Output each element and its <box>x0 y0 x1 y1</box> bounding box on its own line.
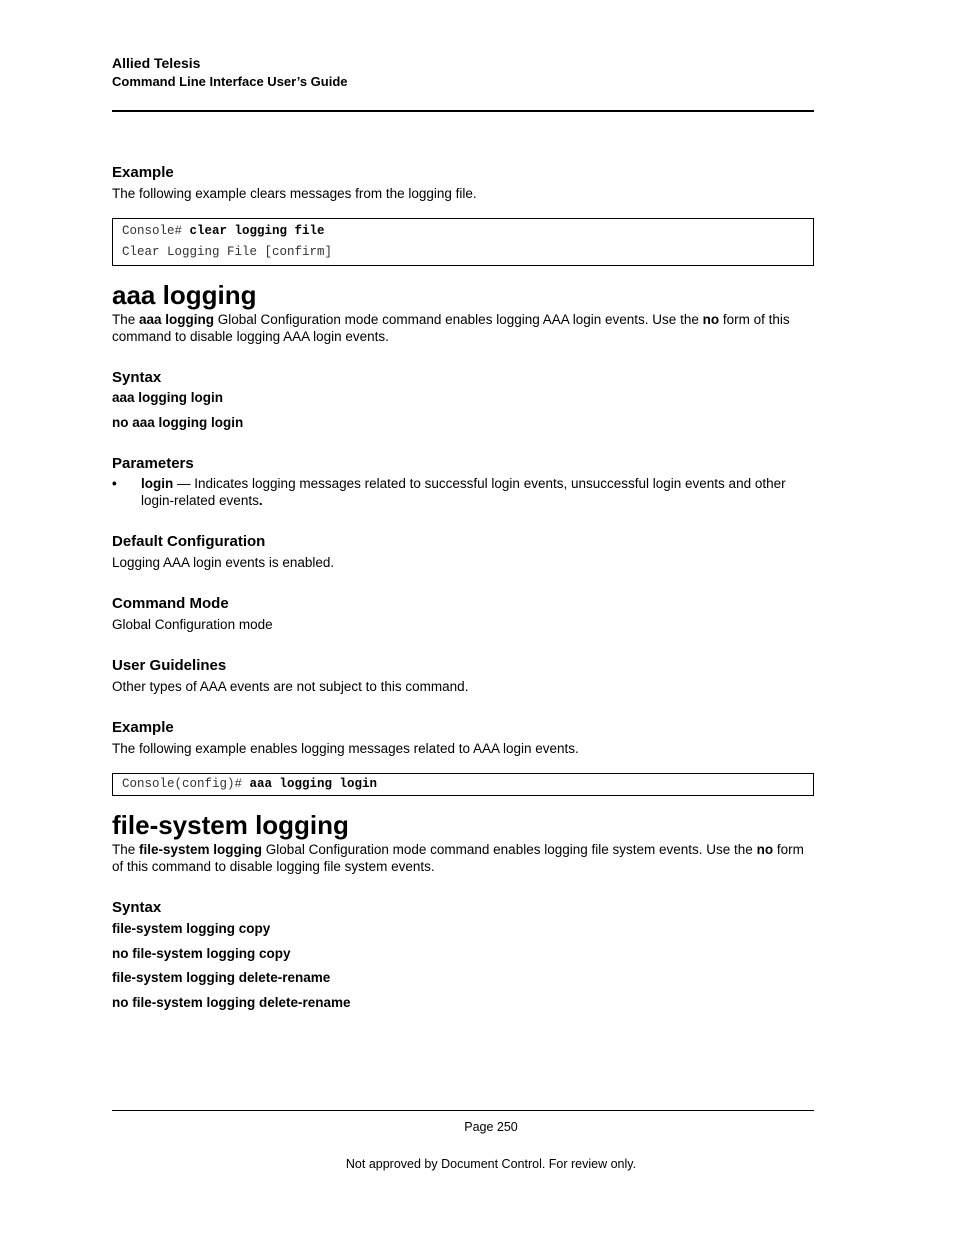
parameter-item-login: • login — Indicates logging messages related to successful login events, unsuccessful login events and other login-related events. <box>112 476 786 508</box>
aaa-description: The aaa logging Global Configuration mode command enables logging AAA login events. Use the no form of this command to disable logging AAA login events. <box>112 312 790 344</box>
main-content <box>112 164 814 1011</box>
fs-description: The file-system logging Global Configuration mode command enables logging file system events. Use the no form of this command to disable logging file system events. <box>112 842 804 874</box>
syntax-heading: Syntax <box>112 369 162 386</box>
default-configuration-text: Logging AAA login events is enabled. <box>112 555 335 570</box>
param-description: — Indicates logging messages related to successful login events, unsuccessful login events and other login-related events <box>141 476 786 508</box>
section-title-aaa-logging: aaa logging <box>112 280 257 310</box>
syntax-line: no file-system logging copy <box>112 946 291 961</box>
code-command: aaa logging login <box>249 777 378 791</box>
code-command: clear logging file <box>189 224 325 238</box>
code-block-clear-logging <box>112 218 814 266</box>
header-guide-title: Command Line Interface User’s Guide <box>112 74 348 89</box>
command-mode-text: Global Configuration mode <box>112 617 273 632</box>
code-block-aaa-logging <box>112 773 814 796</box>
bullet-icon: • <box>112 476 117 491</box>
header-rule <box>112 110 814 112</box>
command-mode-heading: Command Mode <box>112 595 229 612</box>
example-text: The following example enables logging messages related to AAA login events. <box>112 741 579 756</box>
footer-page-number: Page 250 <box>464 1120 518 1134</box>
code-line <box>122 242 804 263</box>
parameters-heading: Parameters <box>112 455 194 472</box>
code-output: Clear Logging File [confirm] <box>122 245 333 259</box>
code-prompt: Console(config)# <box>122 777 250 791</box>
user-guidelines-heading: User Guidelines <box>112 657 227 674</box>
footer-review-note: Not approved by Document Control. For review only. <box>345 1157 637 1171</box>
example-text: The following example clears messages from the logging file. <box>112 186 477 201</box>
code-line <box>122 221 804 242</box>
example-heading: Example <box>112 164 174 181</box>
code-prompt: Console# <box>122 224 190 238</box>
param-name: login <box>141 476 174 491</box>
syntax-line: no file-system logging delete-rename <box>112 995 351 1010</box>
syntax-line: no aaa logging login <box>112 415 244 430</box>
syntax-line: file-system logging delete-rename <box>112 970 331 985</box>
default-configuration-heading: Default Configuration <box>112 533 266 550</box>
syntax-heading: Syntax <box>112 899 162 916</box>
code-line <box>122 774 804 795</box>
syntax-line: file-system logging copy <box>112 921 271 936</box>
example-heading: Example <box>112 719 174 736</box>
syntax-line: aaa logging login <box>112 390 223 405</box>
header-company: Allied Telesis <box>112 55 201 71</box>
user-guidelines-text: Other types of AAA events are not subject to this command. <box>112 679 469 694</box>
section-title-file-system-logging: file-system logging <box>112 810 349 840</box>
footer-rule <box>112 1110 814 1111</box>
